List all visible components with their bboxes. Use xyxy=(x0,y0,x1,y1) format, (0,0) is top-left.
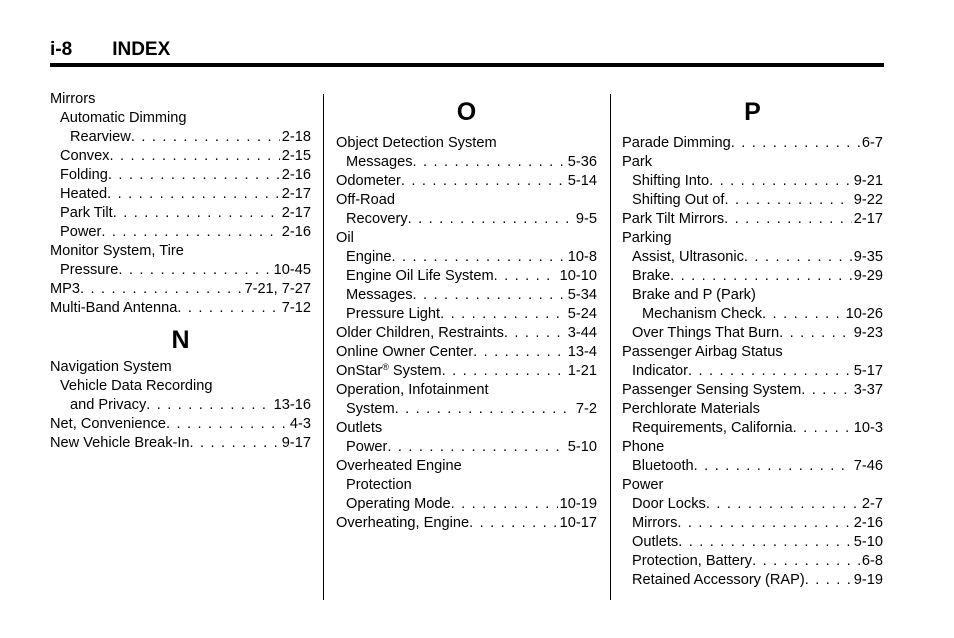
index-entry xyxy=(622,191,883,210)
section-letter-o: O xyxy=(456,98,477,126)
index-entry xyxy=(336,210,597,229)
dot-leader xyxy=(177,299,279,318)
entry-text: Off-Road xyxy=(336,192,395,208)
dot-leader xyxy=(113,204,280,223)
entry-page: 6-8 xyxy=(861,553,883,569)
dot-leader xyxy=(694,457,852,476)
entry-text: Multi-Band Antenna xyxy=(50,300,178,316)
entry-text: MP3 xyxy=(50,281,81,297)
entry-text: Online Owner Center xyxy=(336,344,474,360)
entry-page: 7-12 xyxy=(281,300,311,316)
entry-page: 2-16 xyxy=(853,515,883,531)
entry-page: 4-3 xyxy=(289,416,311,432)
entry-text: Protection xyxy=(346,477,412,493)
entry-text: Folding xyxy=(60,167,108,183)
entry-text: Mechanism Check xyxy=(642,306,763,322)
index-entry xyxy=(622,343,883,362)
dot-leader xyxy=(440,305,566,324)
entry-text: Engine xyxy=(346,249,392,265)
entry-text: Brake xyxy=(632,268,671,284)
dot-leader xyxy=(451,495,558,514)
index-entry xyxy=(50,90,311,109)
entry-page: 5-10 xyxy=(853,534,883,550)
entry-text: Mirrors xyxy=(632,515,678,531)
entry-text: Park Tilt xyxy=(60,205,113,221)
index-entry xyxy=(50,147,311,166)
dot-leader xyxy=(677,514,851,533)
dot-leader xyxy=(473,343,566,362)
entry-text: Operating Mode xyxy=(346,496,451,512)
entry-text: New Vehicle Break-In xyxy=(50,435,190,451)
index-entry xyxy=(336,514,597,533)
index-entry xyxy=(336,134,597,153)
entry-text: Convex xyxy=(60,148,110,164)
entry-text: Parking xyxy=(622,230,672,246)
index-entry xyxy=(336,286,597,305)
entry-text: Monitor System, Tire xyxy=(50,243,184,259)
entry-text: System xyxy=(346,401,395,417)
entry-text: Heated xyxy=(60,186,108,202)
entry-text: Perchlorate Materials xyxy=(622,401,760,417)
entry-text: Power xyxy=(346,439,388,455)
entry-text: Older Children, Restraints xyxy=(336,325,504,341)
entry-text: Odometer xyxy=(336,173,401,189)
entry-page: 2-17 xyxy=(853,211,883,227)
entry-page: 10-8 xyxy=(567,249,597,265)
dot-leader xyxy=(166,415,288,434)
section-letter-n: N xyxy=(171,326,190,354)
dot-leader xyxy=(504,324,566,343)
entry-page: 9-5 xyxy=(575,211,597,227)
index-entry xyxy=(622,134,883,153)
entry-page: 7-2 xyxy=(575,401,597,417)
entry-text: Power xyxy=(60,224,102,240)
index-entry xyxy=(336,476,597,495)
dot-leader xyxy=(80,280,242,299)
registered-mark: ® xyxy=(382,362,389,372)
column-divider xyxy=(323,94,324,600)
index-entry xyxy=(336,267,597,286)
entry-text: Automatic Dimming xyxy=(60,110,187,126)
index-column-2 xyxy=(336,90,597,533)
index-entry xyxy=(50,109,311,128)
index-entry xyxy=(622,438,883,457)
entry-page: 5-24 xyxy=(567,306,597,322)
dot-leader xyxy=(801,381,852,400)
index-entry xyxy=(622,248,883,267)
entry-page: 9-17 xyxy=(281,435,311,451)
index-entry xyxy=(50,204,311,223)
entry-page: 10-10 xyxy=(559,268,597,284)
index-entry xyxy=(336,343,597,362)
entry-page: 9-22 xyxy=(853,192,883,208)
entry-page: 5-36 xyxy=(567,154,597,170)
entry-text: Power xyxy=(622,477,664,493)
dot-leader xyxy=(779,324,852,343)
entry-page: 3-37 xyxy=(853,382,883,398)
index-entry xyxy=(50,396,311,415)
dot-leader xyxy=(146,396,271,415)
index-entry xyxy=(622,571,883,590)
entry-text: Brake and P (Park) xyxy=(632,287,756,303)
index-entry xyxy=(622,324,883,343)
index-entry xyxy=(622,514,883,533)
index-column-1 xyxy=(50,90,311,453)
index-entry xyxy=(622,476,883,495)
index-entry xyxy=(336,400,597,419)
index-entry xyxy=(336,419,597,438)
index-entry xyxy=(622,362,883,381)
dot-leader xyxy=(413,286,566,305)
entry-text: Object Detection System xyxy=(336,135,497,151)
dot-leader xyxy=(118,261,271,280)
entry-page: 5-14 xyxy=(567,173,597,189)
dot-leader xyxy=(724,210,852,229)
entry-page: 9-21 xyxy=(853,173,883,189)
dot-leader xyxy=(762,305,844,324)
entry-text: Shifting Into xyxy=(632,173,710,189)
entry-text: Retained Accessory (RAP) xyxy=(632,572,805,588)
dot-leader xyxy=(401,172,566,191)
entry-text: Park Tilt Mirrors xyxy=(622,211,725,227)
entry-text: Recovery xyxy=(346,211,408,227)
entry-page: 10-3 xyxy=(853,420,883,436)
index-entry xyxy=(50,261,311,280)
entry-text: Pressure xyxy=(60,262,119,278)
dot-leader xyxy=(387,438,565,457)
index-entry xyxy=(622,286,883,305)
dot-leader xyxy=(190,434,280,453)
page-number: i-8 xyxy=(50,39,73,60)
entry-text: Oil xyxy=(336,230,354,246)
entry-text: Phone xyxy=(622,439,665,455)
index-entry xyxy=(50,185,311,204)
index-entry xyxy=(336,324,597,343)
entry-text: Net, Convenience xyxy=(50,416,167,432)
entry-page: 10-17 xyxy=(559,515,597,531)
entry-text: Indicator xyxy=(632,363,688,379)
index-entry xyxy=(50,242,311,261)
entry-text: Outlets xyxy=(336,420,383,436)
dot-leader xyxy=(494,267,558,286)
entry-text: Passenger Sensing System xyxy=(622,382,802,398)
index-column-3 xyxy=(622,90,883,590)
dot-leader xyxy=(709,172,852,191)
dot-leader xyxy=(752,552,860,571)
index-entry xyxy=(622,229,883,248)
index-entry xyxy=(336,495,597,514)
dot-leader xyxy=(670,267,852,286)
index-entry xyxy=(622,305,883,324)
index-entry xyxy=(336,191,597,210)
dot-leader xyxy=(678,533,852,552)
index-entry xyxy=(336,153,597,172)
column-divider xyxy=(610,94,611,600)
entry-page: 2-17 xyxy=(281,186,311,202)
entry-page: 3-44 xyxy=(567,325,597,341)
entry-page: 7-21, 7-27 xyxy=(244,281,311,297)
entry-list xyxy=(336,381,597,533)
index-entry xyxy=(50,166,311,185)
entry-page: 5-17 xyxy=(853,363,883,379)
index-entry xyxy=(622,533,883,552)
header-rule xyxy=(50,63,884,67)
index-entry xyxy=(622,381,883,400)
index-entry xyxy=(50,377,311,396)
entry-page: 2-7 xyxy=(861,496,883,512)
dot-leader xyxy=(391,248,565,267)
index-entry xyxy=(622,552,883,571)
entry-list xyxy=(50,358,311,453)
index-entry xyxy=(50,280,311,299)
entry-page: 2-15 xyxy=(281,148,311,164)
entry-text: Passenger Airbag Status xyxy=(622,344,783,360)
section-letter-p: P xyxy=(744,98,761,126)
entry-page: 2-16 xyxy=(281,167,311,183)
entry-page: 10-19 xyxy=(559,496,597,512)
dot-leader xyxy=(793,419,852,438)
entry-text: Messages xyxy=(346,287,413,303)
entry-text: and Privacy xyxy=(70,397,147,413)
index-entry xyxy=(336,457,597,476)
index-entry xyxy=(622,400,883,419)
index-entry xyxy=(336,305,597,324)
entry-page: 2-18 xyxy=(281,129,311,145)
entry-text: Shifting Out of xyxy=(632,192,725,208)
entry-page: 10-45 xyxy=(273,262,311,278)
entry-text: Protection, Battery xyxy=(632,553,753,569)
index-entry xyxy=(336,381,597,400)
entry-text: System xyxy=(388,363,442,379)
entry-page: 9-35 xyxy=(853,249,883,265)
entry-text: Overheating, Engine xyxy=(336,515,470,531)
dot-leader xyxy=(131,128,280,147)
dot-leader xyxy=(805,571,852,590)
dot-leader xyxy=(413,153,566,172)
index-entry xyxy=(622,172,883,191)
dot-leader xyxy=(744,248,852,267)
index-entry xyxy=(622,419,883,438)
index-entry-onstar xyxy=(336,362,597,381)
entry-text: Messages xyxy=(346,154,413,170)
entry-text: Over Things That Burn xyxy=(632,325,780,341)
entry-list xyxy=(50,90,311,318)
entry-text: Overheated Engine xyxy=(336,458,462,474)
entry-page: 2-17 xyxy=(281,205,311,221)
index-entry xyxy=(622,153,883,172)
index-entry xyxy=(622,495,883,514)
entry-text: Rearview xyxy=(70,129,131,145)
entry-page: 9-23 xyxy=(853,325,883,341)
entry-page: 5-34 xyxy=(567,287,597,303)
index-entry xyxy=(50,223,311,242)
index-entry xyxy=(50,434,311,453)
entry-text: Outlets xyxy=(632,534,679,550)
entry-text: Vehicle Data Recording xyxy=(60,378,213,394)
entry-page: 6-7 xyxy=(861,135,883,151)
entry-text: Requirements, California xyxy=(632,420,793,436)
page-title: INDEX xyxy=(112,39,171,60)
entry-page: 7-46 xyxy=(853,458,883,474)
entry-text: Assist, Ultrasonic xyxy=(632,249,744,265)
entry-text: Door Locks xyxy=(632,496,706,512)
dot-leader xyxy=(706,495,860,514)
entry-text: Operation, Infotainment xyxy=(336,382,489,398)
index-entry xyxy=(622,210,883,229)
entry-page: 9-29 xyxy=(853,268,883,284)
index-entry xyxy=(50,128,311,147)
entry-text: Bluetooth xyxy=(632,458,694,474)
entry-text: Park xyxy=(622,154,653,170)
entry-page: 13-16 xyxy=(273,397,311,413)
dot-leader xyxy=(731,134,860,153)
index-entry xyxy=(50,299,311,318)
dot-leader xyxy=(395,400,574,419)
index-entry xyxy=(336,172,597,191)
index-entry xyxy=(622,267,883,286)
entry-page: 5-10 xyxy=(567,439,597,455)
page-header xyxy=(50,38,170,62)
index-entry xyxy=(50,415,311,434)
index-entry xyxy=(336,438,597,457)
entry-text: Navigation System xyxy=(50,359,172,375)
entry-text: Engine Oil Life System xyxy=(346,268,494,284)
entry-page: 13-4 xyxy=(567,344,597,360)
dot-leader xyxy=(688,362,852,381)
entry-page: 9-19 xyxy=(853,572,883,588)
entry-text: Mirrors xyxy=(50,91,96,107)
index-entry xyxy=(622,457,883,476)
entry-page: 10-26 xyxy=(845,306,883,322)
entry-page: 1-21 xyxy=(567,363,597,379)
dot-leader xyxy=(724,191,851,210)
dot-leader xyxy=(442,362,566,381)
dot-leader xyxy=(109,147,279,166)
entry-text: Parade Dimming xyxy=(622,135,731,151)
entry-list xyxy=(336,134,597,362)
entry-text: Pressure Light xyxy=(346,306,441,322)
entry-page: 2-16 xyxy=(281,224,311,240)
index-entry xyxy=(336,248,597,267)
dot-leader xyxy=(469,514,558,533)
dot-leader xyxy=(107,185,280,204)
index-entry xyxy=(50,358,311,377)
dot-leader xyxy=(408,210,574,229)
entry-list xyxy=(622,134,883,590)
entry-text: OnStar xyxy=(336,363,383,379)
index-entry xyxy=(336,229,597,248)
dot-leader xyxy=(101,223,279,242)
dot-leader xyxy=(108,166,280,185)
